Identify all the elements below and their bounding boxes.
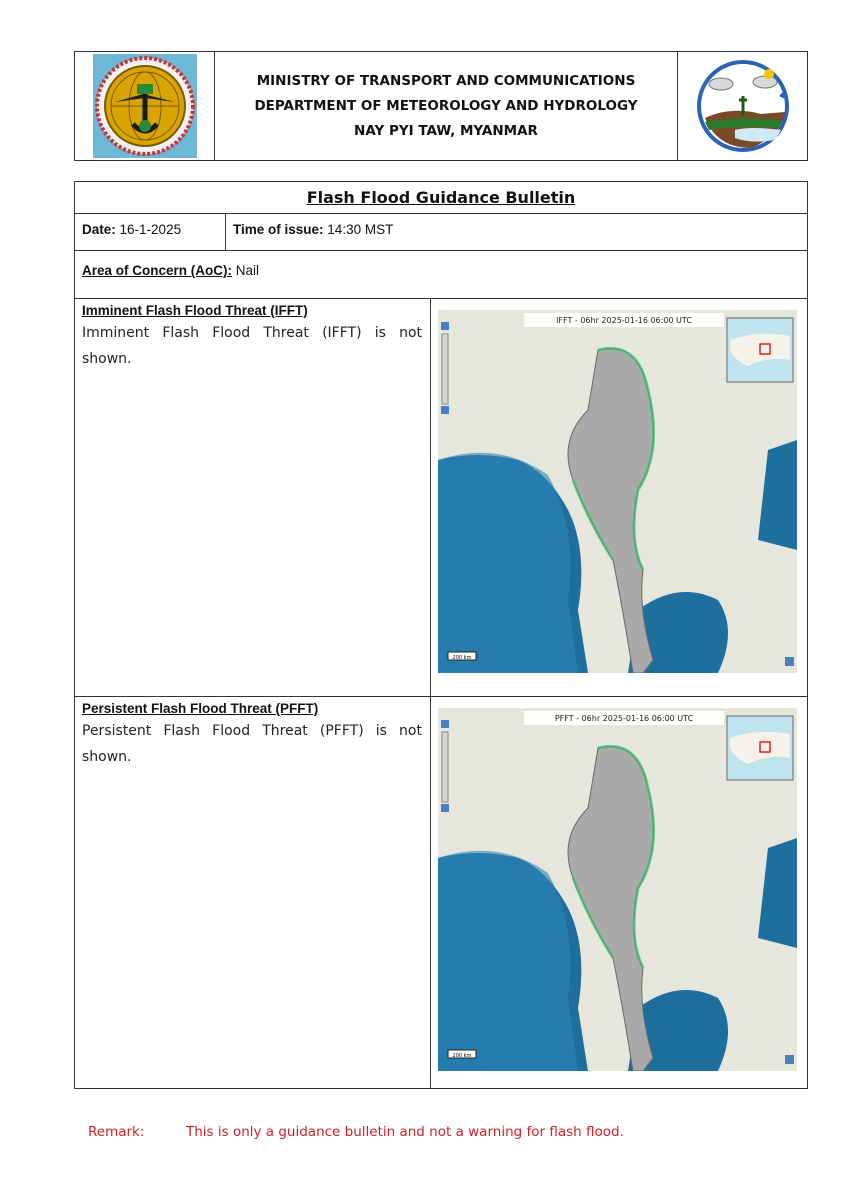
bulletin-table bbox=[74, 181, 808, 1089]
aoc-value: Nail bbox=[235, 263, 260, 278]
zoom-out-icon[interactable] bbox=[441, 804, 449, 812]
ministry-name: MINISTRY OF TRANSPORT AND COMMUNICATIONS bbox=[256, 73, 636, 89]
remark-text: This is only a guidance bulletin and not a warning for flash flood. bbox=[186, 1124, 624, 1140]
date-label: Date: bbox=[82, 222, 116, 237]
pfft-map[interactable] bbox=[438, 708, 797, 1071]
bulletin-title: Flash Flood Guidance Bulletin bbox=[306, 188, 576, 207]
pfft-map-image bbox=[438, 708, 797, 1071]
department-name: DEPARTMENT OF METEOROLOGY AND HYDROLOGY bbox=[254, 98, 638, 114]
remark-label: Remark: bbox=[88, 1124, 145, 1140]
pfft-map-title: PFFT - 06hr 2025-01-16 06:00 UTC bbox=[554, 714, 694, 723]
ministry-title-block bbox=[215, 52, 677, 160]
location: NAY PYI TAW, MYANMAR bbox=[354, 123, 538, 139]
time-value: 14:30 MST bbox=[327, 222, 394, 237]
info-icon[interactable] bbox=[785, 1055, 794, 1064]
hydrology-cycle-logo bbox=[691, 56, 795, 156]
bulletin-title-row bbox=[75, 182, 807, 214]
pfft-section bbox=[75, 697, 807, 1088]
ministry-emblem bbox=[93, 54, 197, 158]
info-icon[interactable] bbox=[785, 657, 794, 666]
pfft-scale-label: 200 km bbox=[452, 1053, 472, 1059]
ifft-map-title: IFFT - 06hr 2025-01-16 06:00 UTC bbox=[556, 316, 692, 325]
area-of-concern-row bbox=[75, 251, 807, 299]
zoom-in-icon[interactable] bbox=[441, 322, 449, 330]
ifft-scale-label: 200 km bbox=[452, 655, 472, 661]
pfft-heading: Persistent Flash Flood Threat (PFFT) bbox=[82, 701, 319, 716]
ministry-emblem-cell bbox=[75, 52, 215, 160]
ifft-text-cell bbox=[75, 299, 431, 696]
time-label: Time of issue: bbox=[233, 222, 324, 237]
ifft-section bbox=[75, 299, 807, 697]
ifft-map[interactable] bbox=[438, 310, 797, 673]
ifft-heading: Imminent Flash Flood Threat (IFFT) bbox=[82, 303, 308, 318]
ifft-description: Imminent Flash Flood Threat (IFFT) is not shown. bbox=[82, 325, 422, 367]
date-value: 16-1-2025 bbox=[119, 222, 182, 237]
ifft-map-image bbox=[438, 310, 797, 673]
date-row bbox=[75, 214, 807, 251]
zoom-in-icon[interactable] bbox=[441, 720, 449, 728]
dmh-logo-cell bbox=[677, 52, 807, 160]
aoc-label: Area of Concern (AoC): bbox=[82, 263, 233, 278]
letterhead bbox=[74, 51, 808, 161]
pfft-text-cell bbox=[75, 697, 431, 1088]
remark bbox=[88, 1124, 624, 1140]
zoom-out-icon[interactable] bbox=[441, 406, 449, 414]
date-cell bbox=[75, 214, 226, 250]
pfft-description: Persistent Flash Flood Threat (PFFT) is not shown. bbox=[82, 723, 422, 765]
